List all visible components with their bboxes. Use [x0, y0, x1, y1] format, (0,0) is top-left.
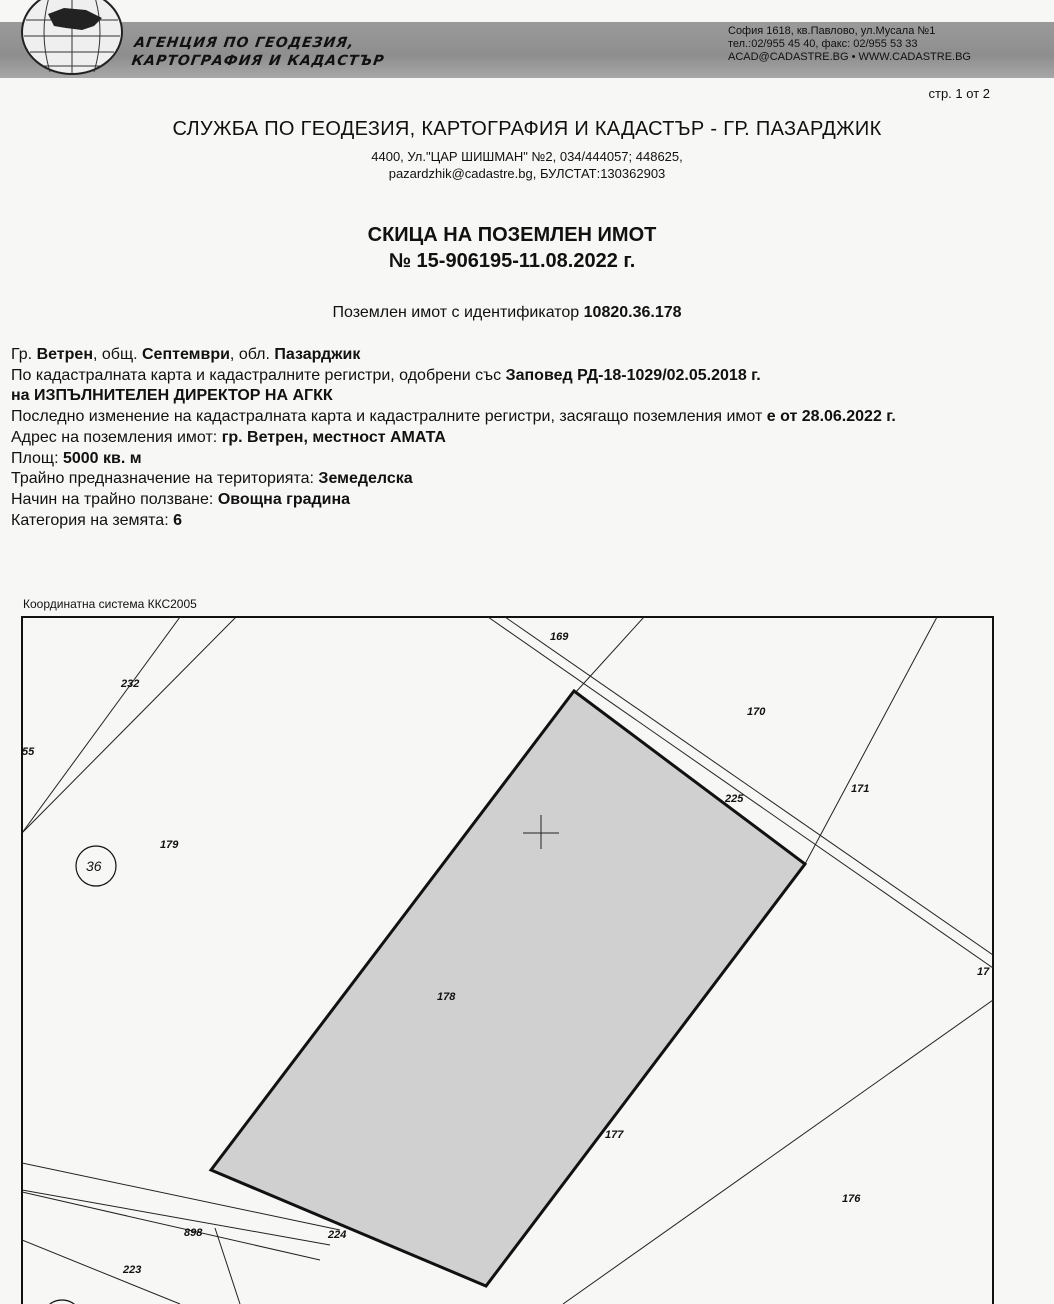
identifier-label: Поземлен имот с идентификатор: [332, 304, 580, 321]
municipality-value: Септември: [142, 346, 230, 363]
usage-label: Начин на трайно ползване:: [11, 490, 214, 508]
region-circle-partial: [42, 1300, 82, 1304]
identifier-value: 10820.36.178: [583, 304, 682, 321]
city-prefix: Гр.: [11, 346, 33, 363]
last-change-text: Последно изменение на кадастралната карта и кадастралните регистри, засягащо поземления имот: [11, 408, 763, 426]
usage-value: Овощна градина: [217, 490, 351, 508]
office-address-line1: 4400, Ул."ЦАР ШИШМАН" №2, 034/444057; 448625,: [371, 149, 683, 164]
parcel-label: 170: [747, 706, 766, 718]
parcel-label: 169: [550, 631, 569, 643]
parcel-label: 179: [160, 839, 179, 851]
address-value: гр. Ветрен, местност АМАТА: [221, 428, 446, 446]
parcel-label: 55: [22, 746, 35, 758]
parcel-label: 898: [184, 1227, 203, 1239]
municipality-prefix: , общ.: [92, 346, 138, 363]
parcel-label: 176: [842, 1193, 861, 1205]
page-number: стр. 1 от 2: [928, 86, 990, 101]
category-value: 6: [173, 511, 182, 529]
purpose-label: Трайно предназначение на територията:: [11, 470, 314, 488]
city-value: Ветрен: [36, 346, 93, 363]
cadastral-region-number: 36: [86, 858, 102, 874]
parcel-label: 171: [851, 783, 870, 795]
coordinate-system-label: Координатна система ККС2005: [23, 597, 197, 611]
region-value: Пазарджик: [274, 346, 361, 363]
region-prefix: , обл.: [229, 346, 270, 363]
parcel-label: 225: [725, 793, 744, 805]
address-label: Адрес на поземления имот:: [11, 428, 218, 446]
purpose-value: Земеделска: [318, 470, 413, 488]
agency-name-line1: АГЕНЦИЯ ПО ГЕОДЕЗИЯ,: [133, 35, 356, 51]
office-address-line2: pazardzhik@cadastre.bg, БУЛСТАТ:130362903: [388, 166, 666, 181]
agency-name-line2: КАРТОГРАФИЯ И КАДАСТЪР: [130, 53, 386, 69]
parcel-label: 223: [123, 1264, 142, 1276]
area-label: Площ:: [11, 449, 59, 467]
approval-order: Заповед РД-18-1029/02.05.2018 г.: [505, 366, 761, 384]
parcel-label: 224: [328, 1229, 347, 1241]
parcel-178-highlight: [211, 691, 805, 1286]
office-title: СЛУЖБА ПО ГЕОДЕЗИЯ, КАРТОГРАФИЯ И КАДАСТЪР - ГР. ПАЗАРДЖИК: [172, 118, 882, 140]
approval-text: По кадастралната карта и кадастралните регистри, одобрени със: [11, 366, 502, 384]
contact-address: София 1618, кв.Павлово, ул.Мусала №1: [728, 25, 936, 37]
parcel-label: 177: [605, 1129, 624, 1141]
document-number: № 15-906195-11.08.2022 г.: [388, 250, 636, 272]
parcel-label: 232: [121, 678, 140, 690]
parcel-label: 17: [977, 966, 990, 978]
parcel-label: 178: [437, 991, 456, 1003]
approval-by-value: на ИЗПЪЛНИТЕЛЕН ДИРЕКТОР НА АГКК: [11, 387, 333, 405]
area-value: 5000 кв. м: [62, 449, 142, 467]
last-change-date: е от 28.06.2022 г.: [766, 408, 896, 426]
contact-web: ACAD@CADASTRE.BG • WWW.CADASTRE.BG: [728, 51, 971, 63]
contact-phone: тел.:02/955 45 40, факс: 02/955 53 33: [728, 38, 918, 50]
document-title: СКИЦА НА ПОЗЕМЛЕН ИМОТ: [367, 224, 657, 246]
category-label: Категория на земята:: [11, 511, 169, 529]
